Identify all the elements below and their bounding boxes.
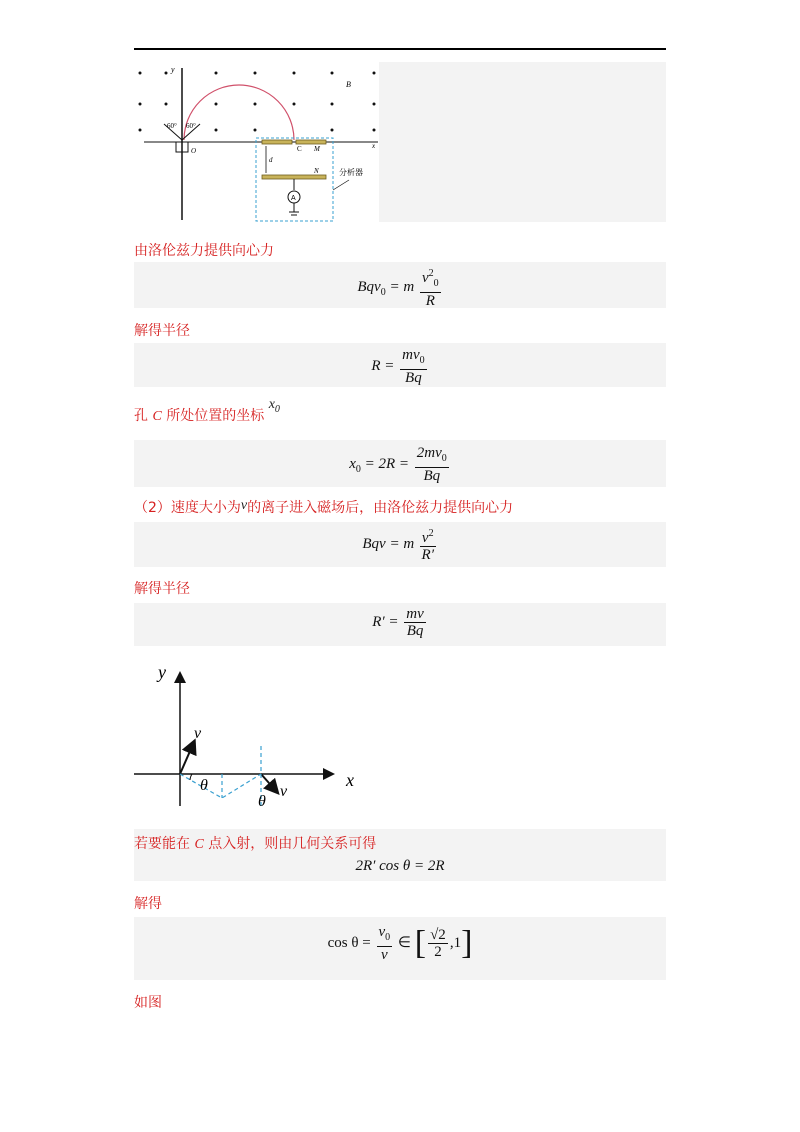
fig2-y-label: y	[158, 662, 166, 682]
fig2-x-label: x	[346, 770, 354, 790]
chord-path	[180, 774, 261, 798]
equation-2: R = $\frac{mv_0}{Bq}$	[371, 347, 425, 386]
geometry-figure	[134, 656, 374, 816]
text-geometry: 若要能在 C 点入射，则由几何关系可得	[134, 836, 377, 852]
equation-4: Bqv = m $\frac{v^2}{R'}$	[362, 528, 434, 563]
magnetic-field-figure	[134, 62, 379, 222]
velocity-vector-out	[261, 774, 277, 792]
plate-M	[296, 140, 326, 144]
text-radius-2: 解得半径	[134, 581, 190, 597]
equation-5: R′ = $\frac{mv}{Bq}$	[372, 606, 424, 639]
fig1-analyzer-label: 分析器	[339, 168, 363, 177]
ion-arc	[184, 85, 294, 140]
fig1-C-label: C	[297, 145, 302, 153]
fig1-x-label: x	[372, 142, 376, 150]
text-part-2: （2）速度大小为v的离子进入磁场后，由洛伦兹力提供向心力	[134, 498, 514, 516]
fig2-v-in-label: v	[194, 725, 202, 742]
velocity-vector-in	[180, 742, 194, 774]
equation-7: cos θ = $\frac{v_0}{v}$ ∈ [ $\frac{√2}{2}$ ,1]	[327, 924, 473, 963]
figure-1-panel	[134, 62, 666, 222]
fig1-N-label: N	[314, 167, 319, 175]
fig2-v-out-label: v	[280, 783, 288, 800]
text-solve: 解得	[134, 896, 162, 912]
header-rule	[134, 48, 666, 50]
equation-3: $x_0 = 2R$ = $\frac{2mv_0}{Bq}$	[349, 445, 447, 484]
text-lorentz-1: 由洛伦兹力提供向心力	[134, 243, 274, 259]
fig1-B-label: B	[346, 80, 351, 89]
equation-6: 2R′ cos θ = 2R	[355, 858, 445, 874]
text-radius-1: 解得半径	[134, 323, 190, 339]
fig1-M-label: M	[314, 145, 320, 153]
plate-N	[262, 175, 326, 179]
text-hole-c: 孔 C 所处位置的坐标 $x_0$	[134, 397, 280, 424]
fig1-A-label: A	[291, 195, 296, 202]
plate-left	[262, 140, 292, 144]
fig2-theta-1: θ	[200, 777, 208, 794]
fig2-theta-2: θ	[258, 793, 266, 810]
fig1-d-label: d	[269, 156, 273, 164]
fig1-60-right: 60°	[186, 122, 196, 130]
fig1-y-label: y	[171, 65, 175, 74]
equation-1: Bqv$_0$ = m $\frac{v^2_0}{R}$	[357, 268, 439, 309]
text-as-shown: 如图	[134, 995, 162, 1011]
fig1-60-left: 60°	[167, 122, 177, 130]
fig1-O-label: O	[191, 147, 197, 155]
